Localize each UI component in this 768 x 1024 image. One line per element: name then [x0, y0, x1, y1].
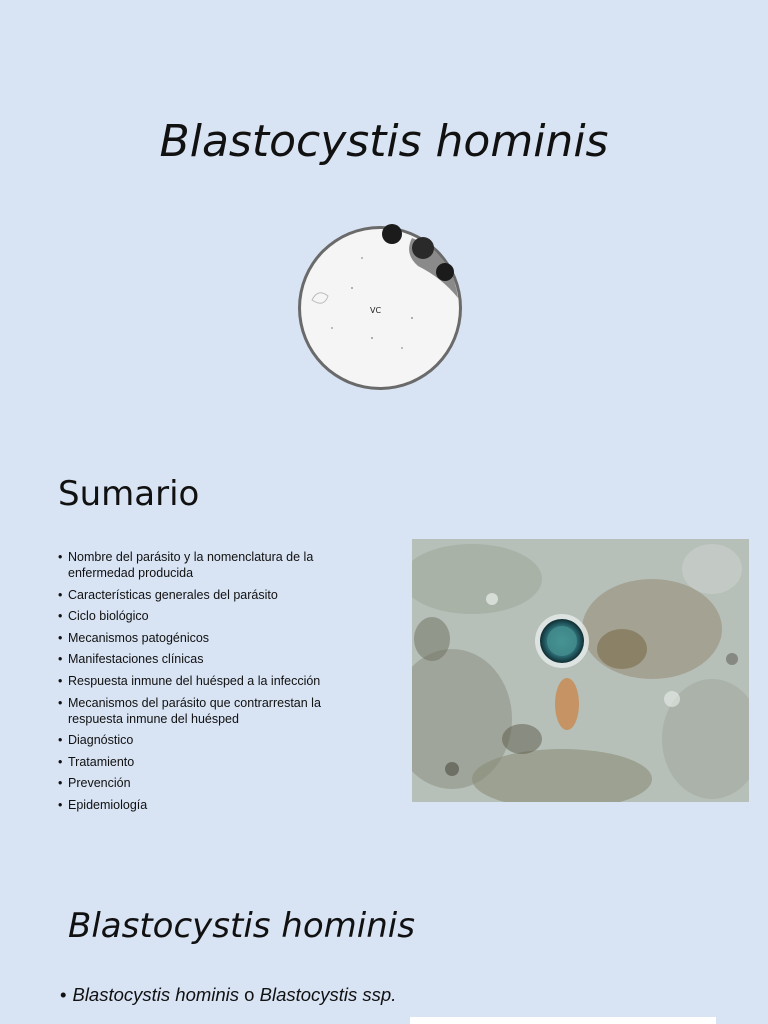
species-alt-name: Blastocystis ssp.: [259, 984, 397, 1005]
summary-item: • Prevención: [58, 775, 358, 791]
microscopy-photo: [412, 539, 749, 802]
summary-item: • Respuesta inmune del huésped a la infección: [58, 673, 358, 689]
bullet-marker: •: [60, 984, 67, 1005]
species-name: Blastocystis hominis: [72, 984, 240, 1005]
summary-item: • Mecanismos del parásito que contrarrestan la respuesta inmune del huésped: [58, 695, 358, 727]
summary-title: Sumario: [58, 474, 200, 514]
section-title: Blastocystis hominis: [68, 906, 415, 946]
summary-item: • Tratamiento: [58, 754, 358, 770]
slide-title: Blastocystis hominis: [159, 116, 609, 167]
summary-list: [58, 549, 358, 819]
summary-item: • Características generales del parásito: [58, 587, 358, 603]
species-bullet: [60, 984, 396, 1006]
summary-item: • Manifestaciones clínicas: [58, 651, 358, 667]
conjunction-text: o: [239, 984, 260, 1005]
summary-item: • Ciclo biológico: [58, 608, 358, 624]
vacuole-label: VC: [370, 306, 382, 315]
summary-item: • Diagnóstico: [58, 732, 358, 748]
blastocystis-cell-diagram: [292, 218, 472, 398]
summary-item: • Epidemiología: [58, 797, 358, 813]
next-image-placeholder: [410, 1017, 716, 1024]
summary-item: • Mecanismos patogénicos: [58, 630, 358, 646]
summary-item: • Nombre del parásito y la nomenclatura de la enfermedad producida: [58, 549, 358, 581]
